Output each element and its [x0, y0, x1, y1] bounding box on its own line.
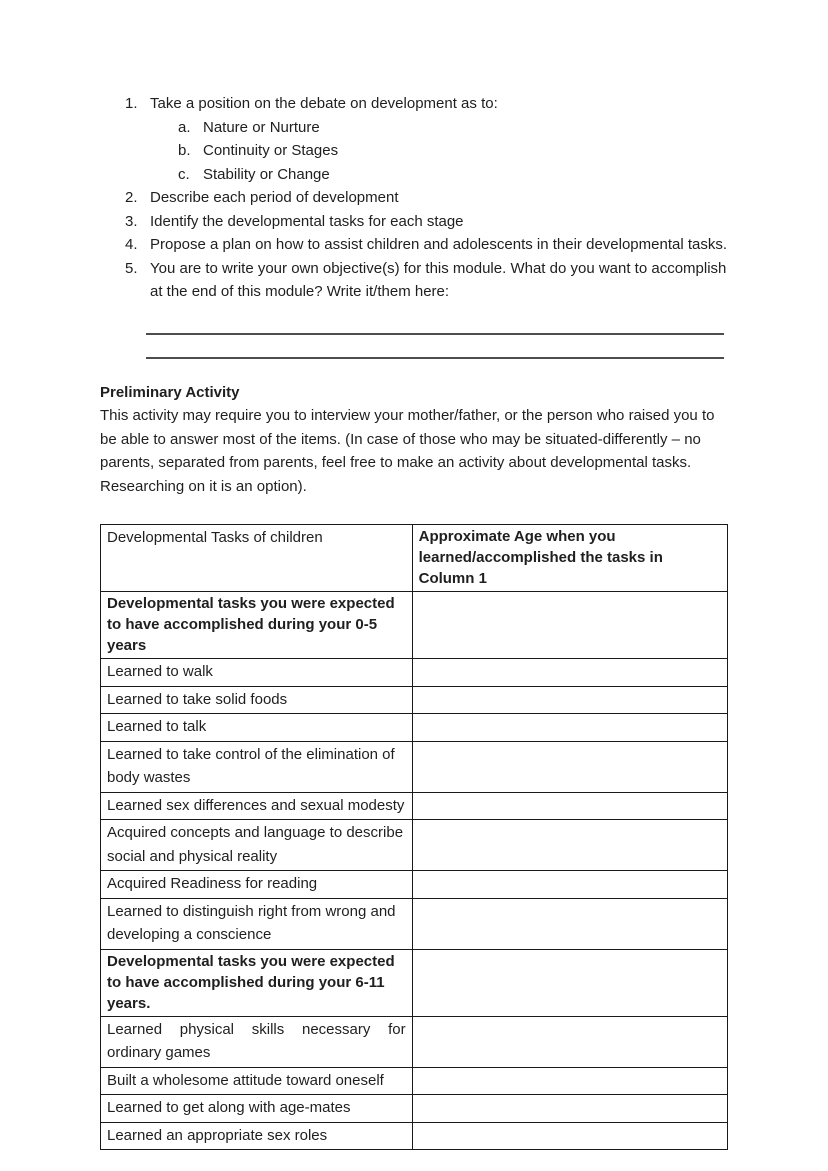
- table-header-row: [101, 525, 728, 592]
- age-cell: [412, 898, 727, 949]
- objective-item: [100, 186, 728, 210]
- item-marker: 4.: [125, 236, 138, 253]
- age-cell: [412, 949, 727, 1016]
- task-cell: Learned to take control of the elimination of body wastes: [101, 741, 413, 792]
- objective-item: [100, 210, 728, 234]
- task-cell: Learned to walk: [101, 659, 413, 687]
- task-cell: Acquired concepts and language to describe social and physical reality: [101, 820, 413, 871]
- task-cell: Learned an appropriate sex roles: [101, 1122, 413, 1150]
- task-cell: Learned to get along with age-mates: [101, 1095, 413, 1123]
- subitem-marker: c.: [178, 165, 190, 183]
- preliminary-activity-body: This activity may require you to interview your mother/father, or the person who raised you to be able to answer most of the items. (In case of those who may be situated-differently – no parents, separated from parents, feel free to make an activity about developmental tasks. Researching on it is an option).: [100, 407, 715, 495]
- age-cell: [412, 820, 727, 871]
- column-header-tasks: Developmental Tasks of children: [101, 525, 413, 592]
- objective-subitem: [100, 139, 728, 163]
- age-cell: [412, 714, 727, 742]
- item-marker: 2.: [125, 189, 138, 206]
- item-text: Propose a plan on how to assist children and adolescents in their developmental tasks.: [150, 236, 728, 253]
- task-cell: Acquired Readiness for reading: [101, 871, 413, 899]
- table-row: [101, 1095, 728, 1123]
- table-row: [101, 1122, 728, 1150]
- preliminary-activity-heading: Preliminary Activity: [100, 383, 240, 401]
- table-row: [101, 792, 728, 820]
- item-marker: 5.: [125, 259, 138, 277]
- subitem-marker: b.: [178, 142, 191, 159]
- objective-subitem: [100, 163, 728, 187]
- age-cell: [412, 871, 727, 899]
- objective-subitem: [100, 116, 728, 140]
- task-cell: Learned to distinguish right from wrong and developing a conscience: [101, 898, 413, 949]
- table-row: [101, 820, 728, 871]
- age-cell: [412, 659, 727, 687]
- task-cell: Learned sex differences and sexual modesty: [101, 792, 413, 820]
- subitem-text: Continuity or Stages: [203, 142, 339, 159]
- subitem-text: Nature or Nurture: [203, 118, 320, 136]
- table-row: [101, 592, 728, 659]
- table-row: [101, 1016, 728, 1067]
- task-cell: Learned to take solid foods: [101, 686, 413, 714]
- table-row: [101, 1067, 728, 1095]
- table-row: [101, 741, 728, 792]
- task-cell: Built a wholesome attitude toward oneself: [101, 1067, 413, 1095]
- item-text: Identify the developmental tasks for each stage: [150, 212, 464, 230]
- section-header-cell: Developmental tasks you were expected to have accomplished during your 0-5 years: [101, 592, 413, 659]
- task-cell: Learned to talk: [101, 714, 413, 742]
- developmental-tasks-table: [100, 524, 728, 1150]
- age-cell: [412, 592, 727, 659]
- objectives-list: [100, 92, 728, 304]
- subitem-marker: a.: [178, 118, 191, 136]
- item-text: Take a position on the debate on development as to:: [150, 95, 498, 112]
- subitem-text: Stability or Change: [203, 165, 330, 183]
- write-line: [146, 335, 724, 359]
- age-cell: [412, 1095, 727, 1123]
- age-cell: [412, 792, 727, 820]
- age-cell: [412, 741, 727, 792]
- age-cell: [412, 1067, 727, 1095]
- column-header-age: Approximate Age when you learned/accomplished the tasks in Column 1: [412, 525, 727, 592]
- objective-item: [100, 92, 728, 116]
- item-text: Describe each period of development: [150, 189, 399, 206]
- table-row: [101, 714, 728, 742]
- age-cell: [412, 1016, 727, 1067]
- table-row: [101, 686, 728, 714]
- table-row: [101, 949, 728, 1016]
- age-cell: [412, 1122, 727, 1150]
- section-header-cell: Developmental tasks you were expected to have accomplished during your 6-11 years.: [101, 949, 413, 1016]
- table-row: [101, 898, 728, 949]
- table-row: [101, 871, 728, 899]
- table-row: [101, 659, 728, 687]
- task-cell: Learned physical skills necessary for ordinary games: [101, 1016, 413, 1067]
- table-header: [101, 525, 728, 592]
- write-lines: [100, 311, 728, 359]
- objective-item: [100, 233, 728, 257]
- table-body: [101, 592, 728, 1150]
- write-line: [146, 311, 724, 335]
- item-text: You are to write your own objective(s) for this module. What do you want to accomplish at the end of this module? Write it/them here:: [150, 259, 727, 300]
- age-cell: [412, 686, 727, 714]
- item-marker: 3.: [125, 212, 138, 230]
- objective-item: [100, 257, 728, 304]
- item-marker: 1.: [125, 95, 138, 112]
